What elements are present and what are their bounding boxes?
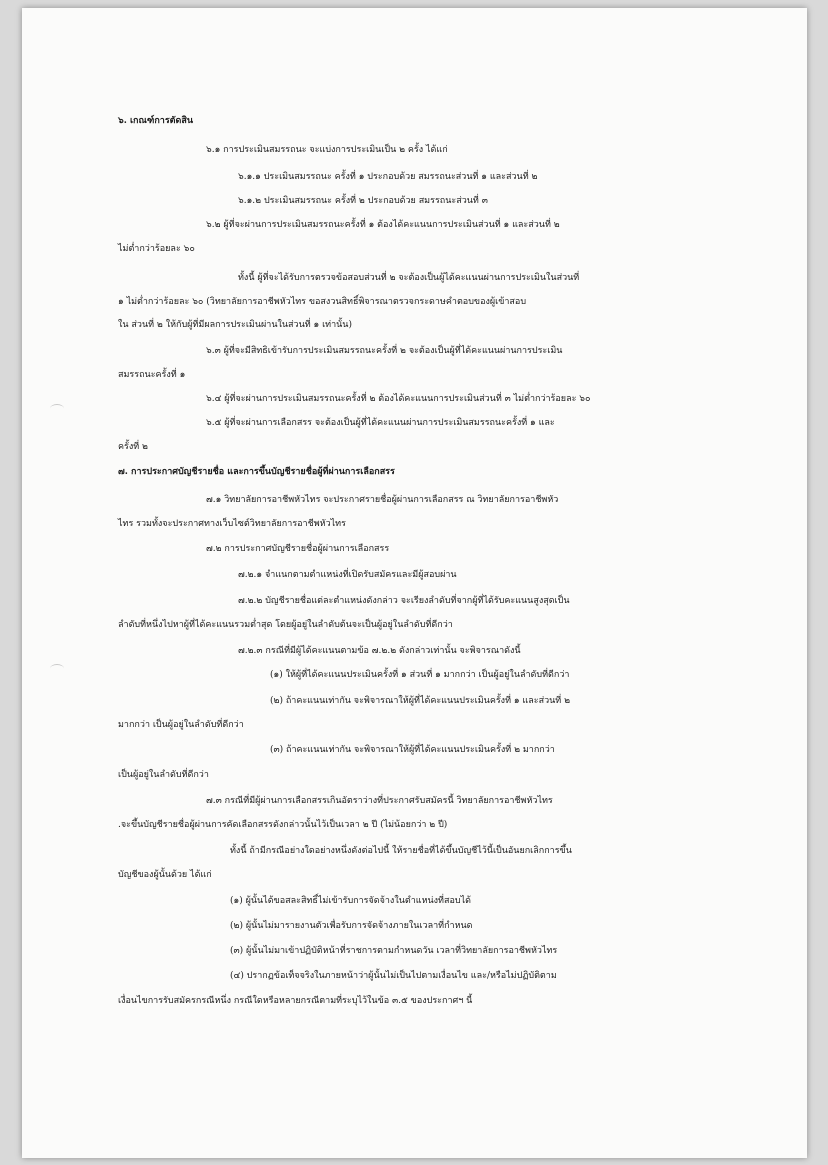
text-line: ๖.๑.๒ ประเมินสมรรถนะ ครั้งที่ ๒ ประกอบด้วย สมรรถนะส่วนที่ ๓ bbox=[238, 196, 488, 206]
text-line: เป็นผู้อยู่ในลำดับที่ดีกว่า bbox=[118, 770, 209, 780]
section-7-heading: ๗. การประกาศบัญชีรายชื่อ และการขึ้นบัญชีรายชื่อผู้ที่ผ่านการเลือกสรร bbox=[118, 467, 395, 477]
text-line: ครั้งที่ ๒ bbox=[118, 442, 148, 452]
text-line: (๔) ปรากฏข้อเท็จจริงในภายหน้าว่าผู้นั้นไม่เป็นไปตามเงื่อนไข และ/หรือไม่ปฏิบัติตาม bbox=[230, 971, 557, 981]
text-line: ใน ส่วนที่ ๒ ให้กับผู้ที่มีผลการประเมินผ่านในส่วนที่ ๑ เท่านั้น) bbox=[118, 320, 352, 330]
text-line: สมรรถนะครั้งที่ ๑ bbox=[118, 370, 186, 380]
text-line: ๗.๒.๓ กรณีที่มีผู้ได้คะแนนตามข้อ ๗.๒.๒ ดังกล่าวเท่านั้น จะพิจารณาดังนี้ bbox=[238, 646, 521, 656]
text-line: ลำดับที่หนึ่งไปหาผู้ที่ได้คะแนนรวมต่ำสุด โดยผู้อยู่ในลำดับต้นจะเป็นผู้อยู่ในลำดับที่ดีกว่า bbox=[118, 620, 453, 630]
text-line: ๖.๔ ผู้ที่จะผ่านการประเมินสมรรถนะครั้งที่ ๒ ต้องได้คะแนนการประเมินส่วนที่ ๓ ไม่ต่ำกว่าร้อยละ ๖๐ bbox=[206, 394, 591, 404]
text-line: (๑) ผู้นั้นได้ขอสละสิทธิ์ไม่เข้ารับการจัดจ้างในตำแหน่งที่สอบได้ bbox=[230, 896, 471, 906]
text-line: ๖.๑.๑ ประเมินสมรรถนะ ครั้งที่ ๑ ประกอบด้วย สมรรถนะส่วนที่ ๑ และส่วนที่ ๒ bbox=[238, 172, 538, 182]
text-line: (๒) ถ้าคะแนนเท่ากัน จะพิจารณาให้ผู้ที่ได้คะแนนประเมินครั้งที่ ๑ และส่วนที่ ๒ bbox=[270, 696, 571, 706]
text-line: ๖.๑ การประเมินสมรรถนะ จะแบ่งการประเมินเป็น ๒ ครั้ง ได้แก่ bbox=[206, 145, 448, 155]
text-line: ทั้งนี้ ถ้ามีกรณีอย่างใดอย่างหนึ่งดังต่อไปนี้ ให้รายชื่อที่ได้ขึ้นบัญชีไว้นี้เป็นอันยกเลิกการขึ้น bbox=[230, 846, 572, 856]
text-line: ทั้งนี้ ผู้ที่จะได้รับการตรวจข้อสอบส่วนที่ ๒ จะต้องเป็นผู้ได้คะแนนผ่านการประเมินในส่วนที่ bbox=[238, 273, 580, 283]
text-line: ๖.๓ ผู้ที่จะมีสิทธิเข้ารับการประเมินสมรรถนะครั้งที่ ๒ จะต้องเป็นผู้ที่ได้คะแนนผ่านการประเมิน bbox=[206, 346, 563, 356]
text-line: เงื่อนไขการรับสมัครกรณีหนึ่ง กรณีใดหรือหลายกรณีตามที่ระบุไว้ในข้อ ๓.๕ ของประกาศฯ นี้ bbox=[118, 996, 473, 1006]
text-line: (๒) ผู้นั้นไม่มารายงานตัวเพื่อรับการจัดจ้างภายในเวลาที่กำหนด bbox=[230, 921, 473, 931]
text-line: ๗.๑ วิทยาลัยการอาชีพหัวไทร จะประกาศรายชื่อผู้ผ่านการเลือกสรร ณ วิทยาลัยการอาชีพหัว bbox=[206, 495, 559, 505]
text-line: (๓) ผู้นั้นไม่มาเข้าปฏิบัติหน้าที่ราชการตามกำหนดวัน เวลาที่วิทยาลัยการอาชีพหัวไทร bbox=[230, 946, 558, 956]
text-line: ๑ ไม่ต่ำกว่าร้อยละ ๖๐ (วิทยาลัยการอาชีพหัวไทร ขอสงวนสิทธิ์พิจารณาตรวจกระดาษคำตอบของผู้เข้าสอบ bbox=[118, 297, 527, 307]
text-line: ๗.๒.๒ บัญชีรายชื่อแต่ละตำแหน่งดังกล่าว จะเรียงลำดับที่จากผู้ที่ได้รับคะแนนสูงสุดเป็น bbox=[238, 596, 570, 606]
text-line: บัญชีของผู้นั้นด้วย ได้แก่ bbox=[118, 870, 212, 880]
text-line: (๑) ให้ผู้ที่ได้คะแนนประเมินครั้งที่ ๑ ส่วนที่ ๑ มากกว่า เป็นผู้อยู่ในลำดับที่ดีกว่า bbox=[270, 670, 570, 680]
text-line: ไทร รวมทั้งจะประกาศทางเว็บไซต์วิทยาลัยการอาชีพหัวไทร bbox=[118, 519, 346, 529]
text-line: ๗.๒ การประกาศบัญชีรายชื่อผู้ผ่านการเลือกสรร bbox=[206, 544, 390, 554]
document-page bbox=[22, 8, 807, 1158]
text-line: มากกว่า เป็นผู้อยู่ในลำดับที่ดีกว่า bbox=[118, 720, 244, 730]
text-line: ๗.๒.๑ จำแนกตามตำแหน่งที่เปิดรับสมัครและมีผู้สอบผ่าน bbox=[238, 570, 457, 580]
text-line: ไม่ต่ำกว่าร้อยละ ๖๐ bbox=[118, 244, 195, 254]
text-line: ๖.๕ ผู้ที่จะผ่านการเลือกสรร จะต้องเป็นผู้ที่ได้คะแนนผ่านการประเมินสมรรถนะครั้งที่ ๑ และ bbox=[206, 418, 555, 428]
text-line: (๓) ถ้าคะแนนเท่ากัน จะพิจารณาให้ผู้ที่ได้คะแนนประเมินครั้งที่ ๒ มากกว่า bbox=[270, 745, 555, 755]
text-line: .จะขึ้นบัญชีรายชื่อผู้ผ่านการคัดเลือกสรรดังกล่าวนั้นไว้เป็นเวลา ๒ ปี (ไม่น้อยกว่า ๒ ปี) bbox=[118, 820, 448, 830]
text-line: ๖.๒ ผู้ที่จะผ่านการประเมินสมรรถนะครั้งที่ ๑ ต้องได้คะแนนการประเมินส่วนที่ ๑ และส่วนที่ ๒ bbox=[206, 220, 560, 230]
text-line: ๗.๓ กรณีที่มีผู้ผ่านการเลือกสรรเกินอัตราว่างที่ประกาศรับสมัครนี้ วิทยาลัยการอาชีพหัวไทร bbox=[206, 796, 553, 806]
section-6-heading: ๖. เกณฑ์การตัดสิน bbox=[118, 116, 193, 126]
